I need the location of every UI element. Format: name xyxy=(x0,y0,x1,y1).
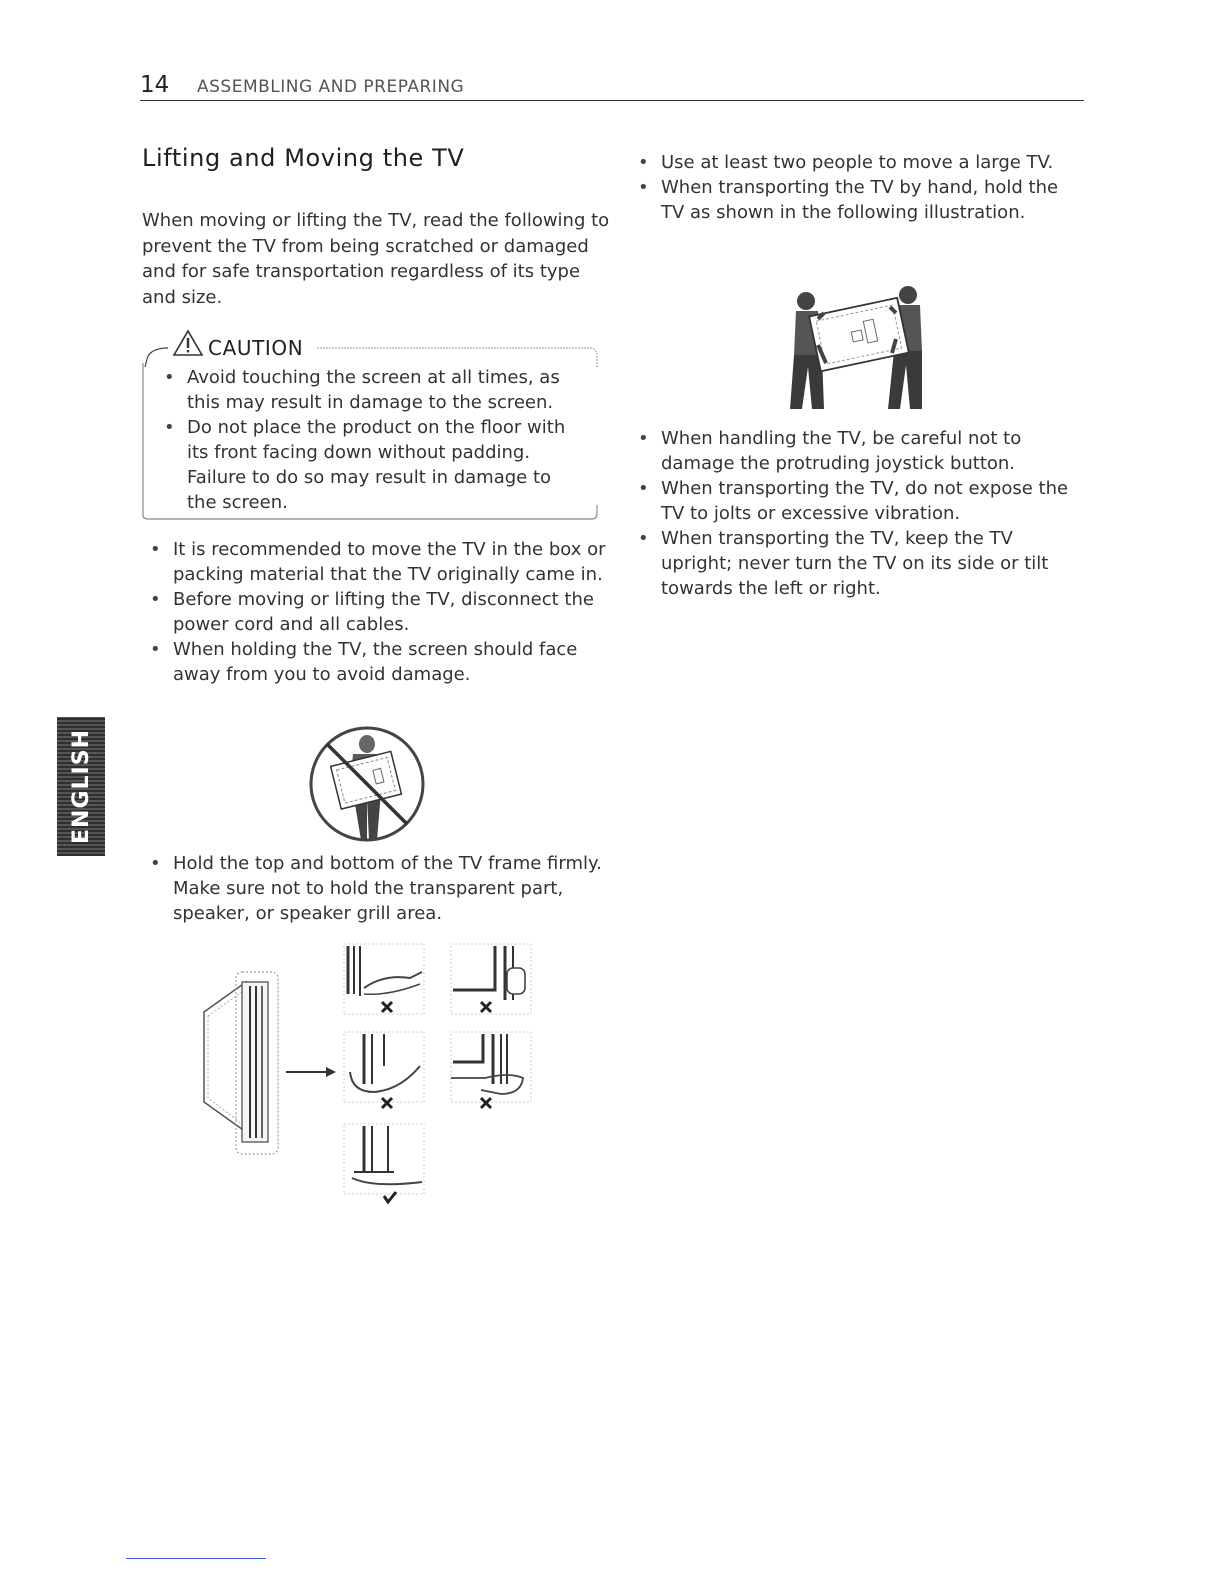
wrong-x-icon xyxy=(382,1098,392,1108)
bullet-list-right-1 xyxy=(630,150,1070,225)
caution-item: • Avoid touching the screen at all times, as this may result in damage to the screen. xyxy=(156,365,586,415)
grip-correct xyxy=(344,1124,424,1194)
caution-triangle-icon xyxy=(172,329,204,357)
list-item: • It is recommended to move the TV in the box or packing material that the TV originally came in. xyxy=(142,537,612,587)
language-tab xyxy=(57,717,105,856)
tv-grip-illustration xyxy=(196,940,541,1210)
grip-wrong-3 xyxy=(344,1032,424,1102)
tv-side-view xyxy=(204,972,278,1154)
language-label: ENGLISH xyxy=(68,729,94,844)
caution-item: • Do not place the product on the floor with its front facing down without padding. Failure to do so may result in damage to the screen. xyxy=(156,415,586,515)
list-item: • Before moving or lifting the TV, disconnect the power cord and all cables. xyxy=(142,587,612,637)
caution-box xyxy=(142,336,598,520)
prohibited-icon xyxy=(305,722,429,846)
footer-rule xyxy=(126,1558,266,1559)
wrong-x-icon xyxy=(481,1002,491,1012)
list-item: • When handling the TV, be careful not to damage the protruding joystick button. xyxy=(630,426,1070,476)
intro-paragraph: When moving or lifting the TV, read the following to prevent the TV from being scratched or damaged and for safe transportation regardless of its type and size. xyxy=(142,210,610,308)
bullet-list-left-1 xyxy=(142,537,612,687)
page-number: 14 xyxy=(140,72,170,98)
list-item: • When transporting the TV, keep the TV upright; never turn the TV on its side or tilt towards the left or right. xyxy=(630,526,1070,601)
bullet-list-left-2 xyxy=(142,851,612,926)
bullet-list-right-2 xyxy=(630,426,1070,601)
list-item: • Use at least two people to move a large TV. xyxy=(630,150,1070,175)
caution-list xyxy=(156,365,586,515)
section-title: ASSEMBLING AND PREPARING xyxy=(197,77,465,97)
list-item: • When transporting the TV by hand, hold the TV as shown in the following illustration. xyxy=(630,175,1070,225)
page-title: Lifting and Moving the TV xyxy=(142,144,465,172)
wrong-x-icon xyxy=(382,1002,392,1012)
list-item: • When holding the TV, the screen should face away from you to avoid damage. xyxy=(142,637,612,687)
wrong-x-icon xyxy=(481,1098,491,1108)
list-item: • When transporting the TV, do not expose the TV to jolts or excessive vibration. xyxy=(630,476,1070,526)
two-people-carrying-illustration xyxy=(782,283,932,413)
page-header xyxy=(140,70,1084,101)
caution-label: CAUTION xyxy=(204,336,307,360)
grip-wrong-4 xyxy=(451,1032,531,1102)
list-item: • Hold the top and bottom of the TV frame firmly. Make sure not to hold the transparent part, speaker, or speaker grill area. xyxy=(142,851,612,926)
